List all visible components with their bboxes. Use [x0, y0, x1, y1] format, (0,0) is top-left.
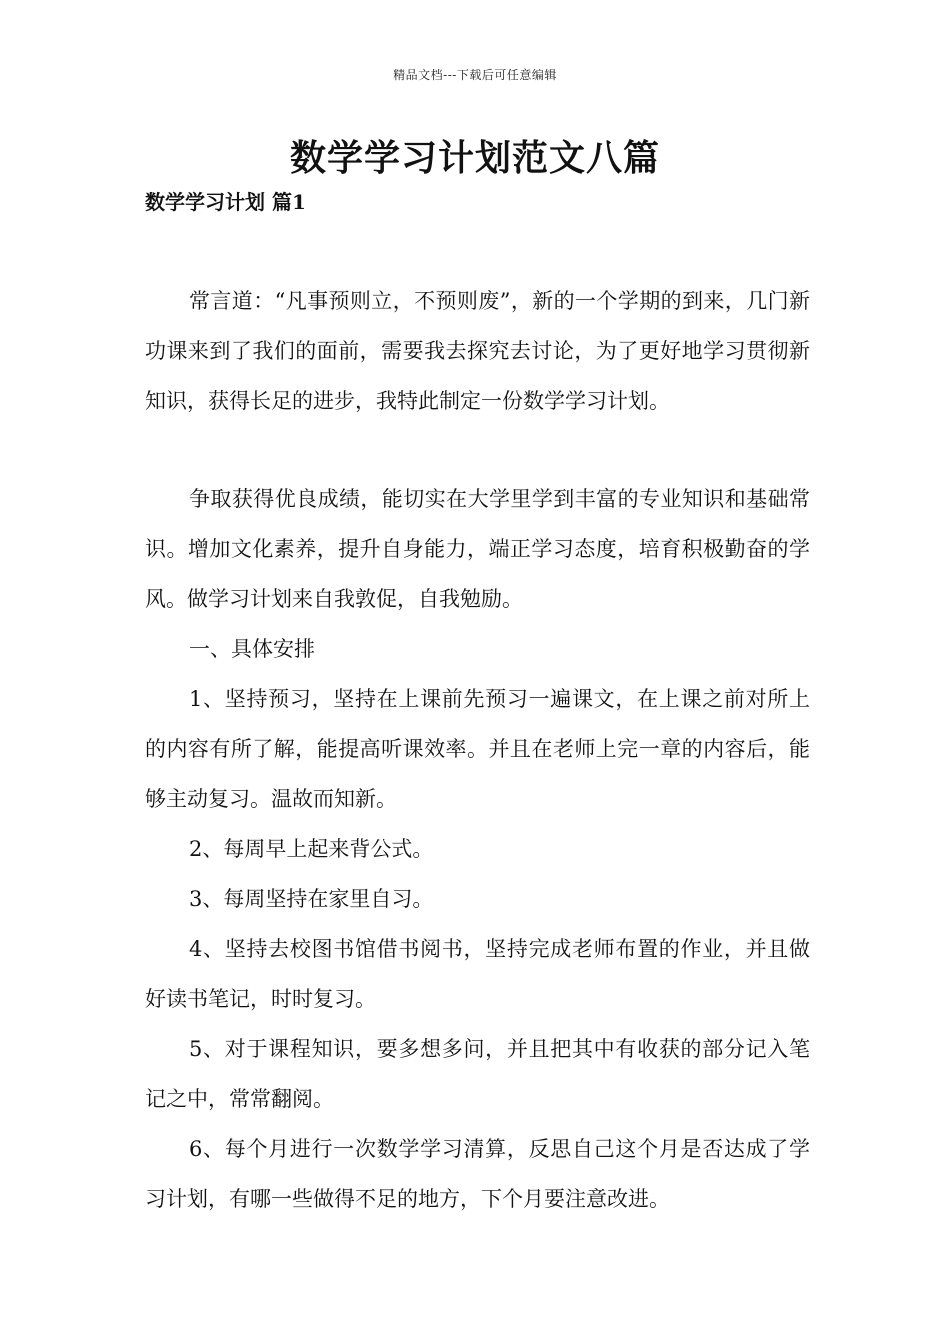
arrangement-heading: 一、具体安排 [189, 637, 315, 661]
intro-block [145, 276, 810, 426]
plan-item-5: 5、对于课程知识，要多想多问，并且把其中有收获的部分记入笔记之中，常常翻阅。 [145, 1037, 810, 1111]
plan-item-4: 4、坚持去校图书馆借书阅书，坚持完成老师布置的作业，并且做好读书笔记，时时复习。 [145, 937, 810, 1011]
plan-item-2: 2、每周早上起来背公式。 [189, 837, 434, 861]
section-title: 数学学习计划 篇1 [145, 190, 306, 214]
goal-paragraph: 争取获得优良成绩，能切实在大学里学到丰富的专业知识和基础常识。增加文化素养，提升自身能力，端正学习态度，培育积极勤奋的学风。做学习计划来自我敦促，自我勉励。 [145, 487, 810, 611]
document-title: 数学学习计划范文八篇 [289, 137, 660, 179]
header-note: 精品文档---下载后可任意编辑 [393, 68, 557, 82]
intro-paragraph: 常言道：“凡事预则立，不预则废”，新的一个学期的到来，几门新功课来到了我们的面前，需要我去探究去讨论，为了更好地学习贯彻新知识，获得长足的进步，我特此制定一份数学学习计划。 [145, 289, 810, 413]
plan-item-6: 6、每个月进行一次数学学习清算，反思自己这个月是否达成了学习计划，有哪一些做得不足的地方，下个月要注意改进。 [145, 1137, 810, 1211]
plan-block [145, 474, 810, 1224]
plan-item-1: 1、坚持预习，坚持在上课前先预习一遍课文，在上课之前对所上的内容有所了解，能提高听课效率。并且在老师上完一章的内容后，能够主动复习。温故而知新。 [145, 687, 810, 811]
plan-item-3: 3、每周坚持在家里自习。 [189, 887, 434, 911]
